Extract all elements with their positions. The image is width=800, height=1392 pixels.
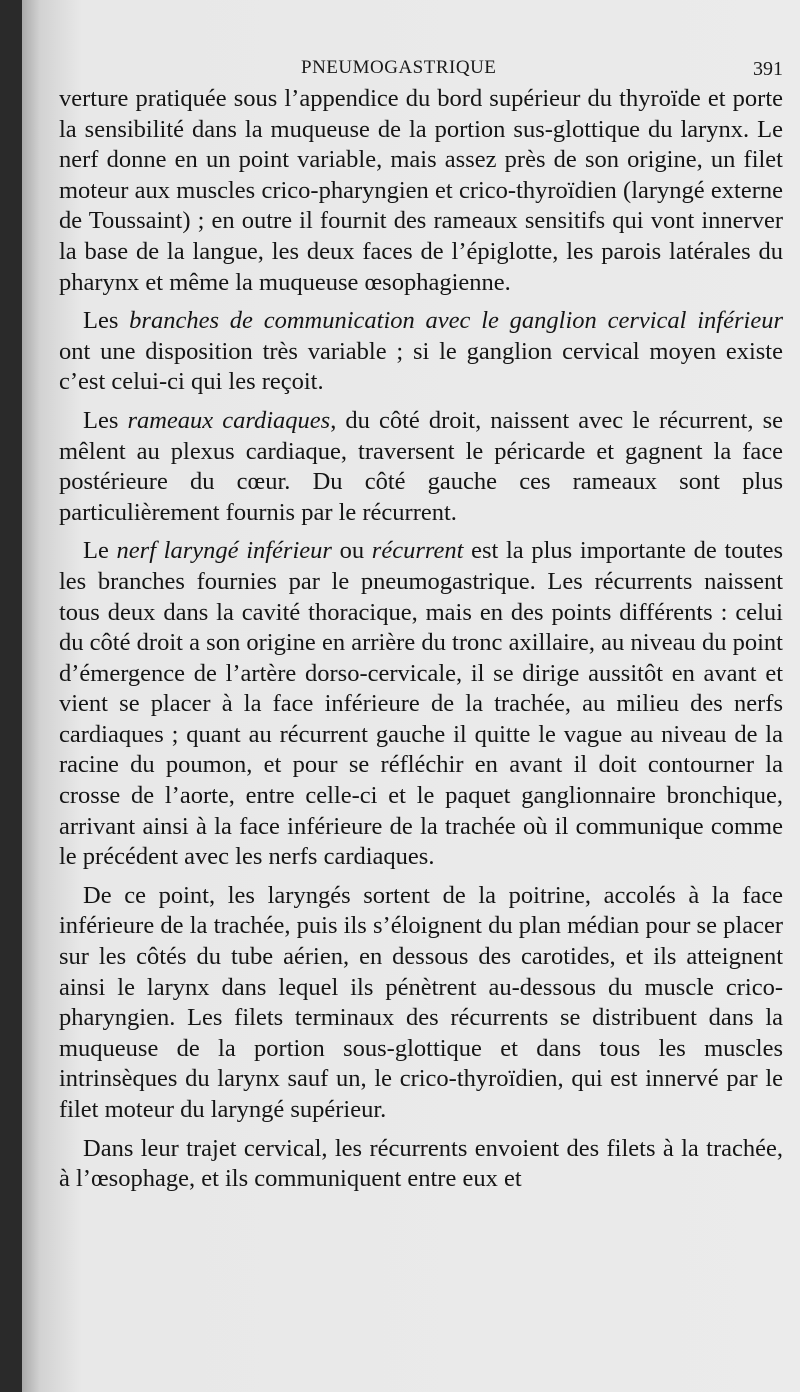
- body-text: [59, 84, 783, 1195]
- paragraph: [59, 1134, 783, 1195]
- paragraph: [59, 881, 783, 1126]
- text-run: Le: [83, 537, 117, 565]
- running-title: PNEUMOGASTRIQUE: [301, 57, 497, 78]
- italic-term: récurrent: [371, 537, 464, 565]
- text-run: , du côté droit, naissent avec le récurrent, se mêlent au plexus cardiaque, traversent le péricarde et gagnent la face postérieure du cœur. Du côté gauche ces rameaux sont plus particulièrement fournis par le récurrent.: [59, 406, 783, 526]
- paragraph: [59, 406, 783, 528]
- text-run: Les: [83, 406, 128, 434]
- text-run: verture pratiquée sous l’appendice du bord supérieur du thyroïde et porte la sensibilité dans la muqueuse de la portion sus-glottique du larynx. Le nerf donne en un point variable, mais assez près de son origine, un filet moteur aux muscles crico-pharyngien et crico-thyroïdien (laryngé externe de Toussaint) ; en outre il fournit des rameaux sensitifs qui vont innerver la base de la langue, les deux faces de l’épiglotte, les parois latérales du pharynx et même la muqueuse œsophagienne.: [59, 85, 783, 296]
- text-run: Dans leur trajet cervical, les récurrents envoient des filets à la trachée, à l’œsophage, et ils communiquent entre eux et: [59, 1134, 783, 1193]
- paragraph: [59, 84, 783, 298]
- paragraph: [59, 536, 783, 873]
- italic-term: branches de communication avec le ganglion cervical inférieur: [129, 307, 783, 335]
- paragraph: [59, 306, 783, 398]
- italic-term: rameaux cardiaques: [127, 406, 331, 434]
- page-content: [59, 0, 783, 1195]
- text-run: De ce point, les laryngés sortent de la poitrine, accolés à la face inférieure de la trachée, puis ils s’éloignent du plan médian pour se placer sur les côtés du tube aérien, en dessous des carotides, et ils atteignent ainsi le larynx dans lequel ils pénètrent au-dessous du muscle crico-pharyngien. Les filets terminaux des récurrents se distribuent dans la muqueuse de la portion sous-glottique et dans tous les muscles intrinsèques du larynx sauf un, le crico-thyroïdien, qui est innervé par le filet moteur du laryngé supérieur.: [59, 881, 783, 1123]
- running-head: [59, 0, 783, 82]
- book-page: [22, 0, 800, 1392]
- italic-term: nerf laryngé inférieur: [116, 537, 332, 565]
- page-number: 391: [753, 58, 783, 80]
- text-run: ou: [331, 537, 372, 565]
- text-run: est la plus importante de toutes les branches fournies par le pneumogastrique. Les récurrents naissent tous deux dans la cavité thoracique, mais en des points différents : celui du côté droit a son origine en arrière du tronc axillaire, au niveau du point d’émergence de l’artère dorso-cervicale, il se dirige aussitôt en avant et vient se placer à la face inférieure de la trachée, au milieu des nerfs cardiaques ; quant au récurrent gauche il quitte le vague au niveau de la racine du poumon, et pour se réfléchir en avant il doit contourner la crosse de l’aorte, entre celle-ci et le paquet ganglionnaire bronchique, arrivant ainsi à la face inférieure de la trachée où il communique comme le précédent avec les nerfs cardiaques.: [59, 537, 784, 871]
- text-run: ont une disposition très variable ; si le ganglion cervical moyen existe c’est celui-ci qui les reçoit.: [59, 337, 783, 396]
- text-run: Les: [83, 307, 130, 335]
